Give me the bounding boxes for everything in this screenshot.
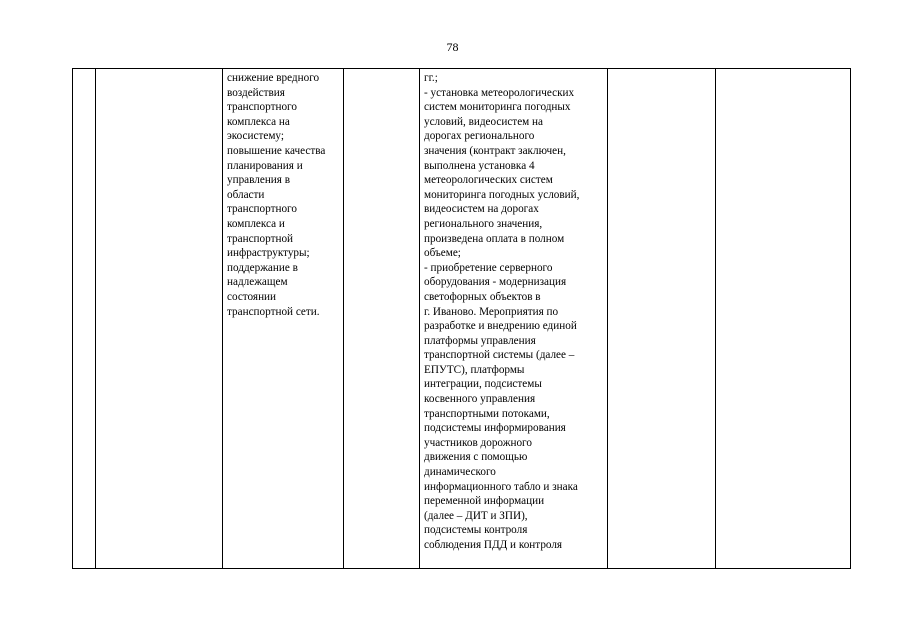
- report-table: [72, 68, 851, 569]
- table-cell-col7: [716, 69, 851, 569]
- measures-text: гг.; - установка метеорологических систем мониторинга погодных условий, видеосистем на дорогах регионального значения (контракт заключен, выполнена установка 4 метеорологических систем мониторинга погодных условий, видеосистем на дорогах регионального значения, произведена оплата в полном объеме; - приобретение серверного оборудования - модернизация светофорных объектов в г. Иваново. Мероприятия по разработке и внедрению единой платформы управления транспортной системы (далее – ЕПУТС), платформы интеграции, подсистемы косвенного управления транспортными потоками, подсистемы информирования участников дорожного движения с помощью динамического информационного табло и знака переменной информации (далее – ДИТ и ЗПИ), подсистемы контроля соблюдения ПДД и контроля: [424, 72, 580, 551]
- table-cell-col1: [73, 69, 96, 569]
- goals-text: снижение вредного воздействия транспортного комплекса на экосистему; повышение качества планирования и управления в области транспортного комплекса и транспортной инфраструктуры; поддержание в надлежащем состоянии транспортной сети.: [227, 72, 326, 318]
- page-number: 78: [446, 40, 459, 54]
- table-cell-goals: [223, 69, 344, 569]
- table-row: [73, 69, 851, 569]
- table-cell-col2: [96, 69, 223, 569]
- table-cell-col6: [608, 69, 716, 569]
- table-cell-col4: [344, 69, 420, 569]
- table-cell-measures: [420, 69, 608, 569]
